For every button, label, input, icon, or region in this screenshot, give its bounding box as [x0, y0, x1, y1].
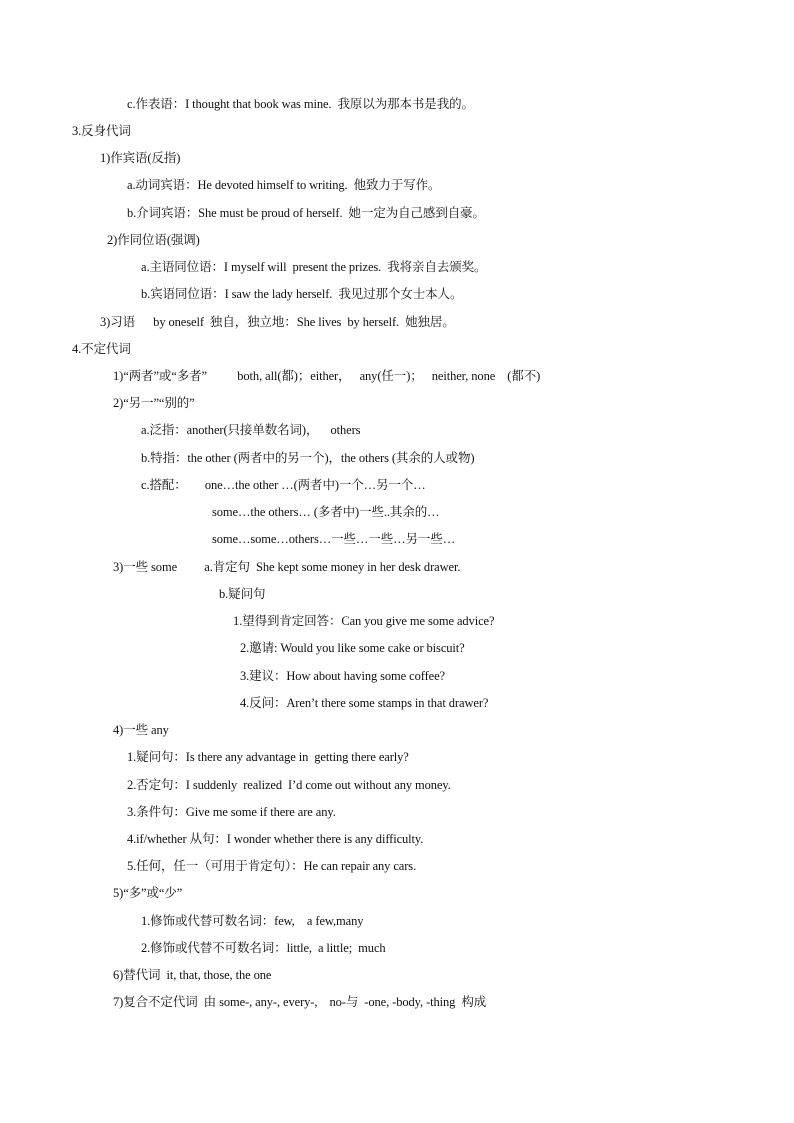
text-line: c.搭配： one…the other …(两者中)一个…另一个… — [141, 478, 426, 492]
subsection-heading: 2)作同位语(强调) — [107, 233, 200, 247]
subsection-heading: 6)替代词 it, that, those, the one — [113, 968, 272, 982]
subsection-heading: 5)“多”或“少” — [113, 886, 183, 900]
text-line: 3.建议：How about having some coffee? — [240, 669, 445, 683]
subsection-heading: 3)一些 some a.肯定句 She kept some money in her desk drawer. — [113, 560, 461, 574]
text-line: c.作表语：I thought that book was mine. 我原以为那本书是我的。 — [127, 97, 474, 111]
text-line: 2.修饰或代替不可数名词：little, a little; much — [141, 941, 386, 955]
text-line: 1.疑问句：Is there any advantage in getting there early? — [127, 750, 409, 764]
text-line: a.主语同位语：I myself will present the prizes. 我将亲自去颁奖。 — [141, 260, 487, 274]
section-heading: 3.反身代词 — [72, 124, 131, 138]
subsection-heading: 2)“另一”“别的” — [113, 396, 195, 410]
text-line: a.动词宾语：He devoted himself to writing. 他致力于写作。 — [127, 178, 441, 192]
section-heading: 4.不定代词 — [72, 342, 131, 356]
text-line: b.介词宾语：She must be proud of herself. 她一定为自己感到自豪。 — [127, 206, 485, 220]
text-line: b.疑问句 — [219, 587, 266, 601]
subsection-heading: 4)一些 any — [113, 723, 169, 737]
text-line: some…some…others…一些…一些…另一些… — [212, 532, 456, 546]
text-line: b.宾语同位语：I saw the lady herself. 我见过那个女士本人。 — [141, 287, 463, 301]
text-line: 4.if/whether 从句：I wonder whether there is any difficulty. — [127, 832, 424, 846]
text-line: 1.望得到肯定回答：Can you give me some advice? — [233, 614, 495, 628]
text-line: b.特指：the other (两者中的另一个)，the others (其余的人或物) — [141, 451, 475, 465]
text-line: 3.条件句：Give me some if there are any. — [127, 805, 336, 819]
text-line: 4.反问：Aren’t there some stamps in that drawer? — [240, 696, 489, 710]
text-line: some…the others… (多者中)一些..其余的… — [212, 505, 440, 519]
text-line: 1.修饰或代替可数名词：few, a few,many — [141, 914, 364, 928]
subsection-heading: 7)复合不定代词 由 some-, any-, every-, no-与 -one, -body, -thing 构成 — [113, 995, 487, 1009]
text-line: 5.任何，任一（可用于肯定句）：He can repair any cars. — [127, 859, 417, 873]
text-line: a.泛指：another(只接单数名词)， others — [141, 423, 361, 437]
subsection-heading: 3)习语 by oneself 独自，独立地：She lives by herself. 她独居。 — [100, 315, 455, 329]
text-line: 2.否定句：I suddenly realized I’d come out without any money. — [127, 778, 451, 792]
subsection-heading: 1)作宾语(反指) — [100, 151, 181, 165]
subsection-heading: 1)“两者”或“多者” both, all(都)；either， any(任一)； neither, none (都不) — [113, 369, 541, 383]
text-line: 2.邀请: Would you like some cake or biscuit? — [240, 641, 465, 655]
